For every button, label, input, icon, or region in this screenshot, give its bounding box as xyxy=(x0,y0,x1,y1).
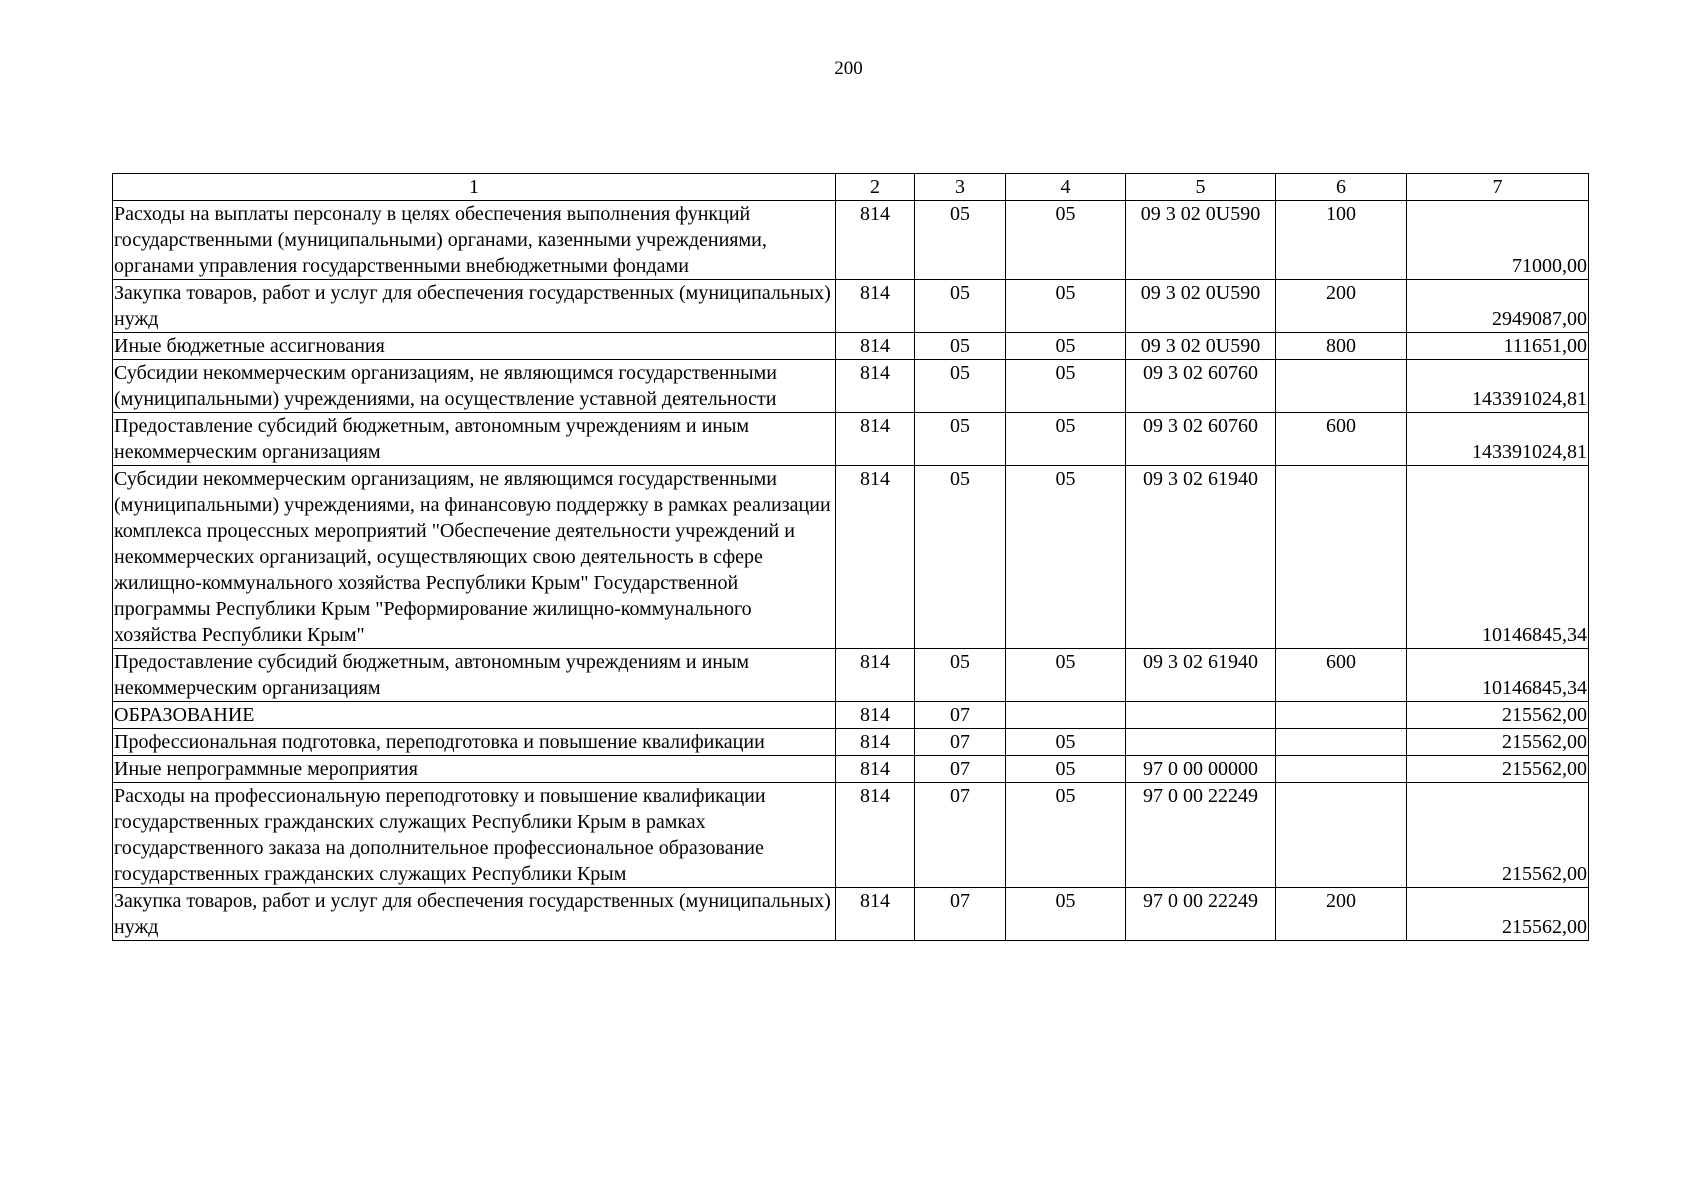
department-code-cell: 814 xyxy=(836,201,915,280)
subsection-code-cell: 05 xyxy=(1006,333,1126,360)
section-code-cell: 07 xyxy=(915,702,1006,729)
expense-type-cell xyxy=(1276,729,1407,756)
amount-cell: 143391024,81 xyxy=(1407,413,1589,466)
section-code-cell: 07 xyxy=(915,888,1006,941)
department-code-cell: 814 xyxy=(836,756,915,783)
subsection-code-cell: 05 xyxy=(1006,783,1126,888)
target-article-cell: 09 3 02 60760 xyxy=(1126,360,1276,413)
target-article-cell: 97 0 00 00000 xyxy=(1126,756,1276,783)
amount-cell: 215562,00 xyxy=(1407,783,1589,888)
section-code-cell: 05 xyxy=(915,413,1006,466)
expense-type-cell xyxy=(1276,466,1407,649)
page-number: 200 xyxy=(834,58,863,79)
amount-cell: 111651,00 xyxy=(1407,333,1589,360)
section-code-cell: 07 xyxy=(915,783,1006,888)
amount-cell: 10146845,34 xyxy=(1407,466,1589,649)
column-header: 4 xyxy=(1006,174,1126,201)
amount-cell: 215562,00 xyxy=(1407,888,1589,941)
table-row xyxy=(113,280,1589,333)
subsection-code-cell: 05 xyxy=(1006,413,1126,466)
target-article-cell: 09 3 02 0U590 xyxy=(1126,280,1276,333)
section-code-cell: 07 xyxy=(915,756,1006,783)
subsection-code-cell: 05 xyxy=(1006,360,1126,413)
subsection-code-cell: 05 xyxy=(1006,649,1126,702)
expense-name-cell: Субсидии некоммерческим организациям, не являющимся государственными (муниципальными) учреждениями, на осуществление уставной деятельности xyxy=(113,360,836,413)
expense-type-cell: 200 xyxy=(1276,888,1407,941)
table-row xyxy=(113,466,1589,649)
expense-name-cell: Расходы на профессиональную переподготовку и повышение квалификации государственных гражданских служащих Республики Крым в рамках государственного заказа на дополнительное профессиональное образование государственных гражданских служащих Республики Крым xyxy=(113,783,836,888)
table-row xyxy=(113,649,1589,702)
target-article-cell: 09 3 02 0U590 xyxy=(1126,201,1276,280)
target-article-cell: 09 3 02 61940 xyxy=(1126,466,1276,649)
target-article-cell: 97 0 00 22249 xyxy=(1126,783,1276,888)
department-code-cell: 814 xyxy=(836,280,915,333)
amount-cell: 143391024,81 xyxy=(1407,360,1589,413)
expense-name-cell: Закупка товаров, работ и услуг для обеспечения государственных (муниципальных) нужд xyxy=(113,888,836,941)
subsection-code-cell: 05 xyxy=(1006,888,1126,941)
target-article-cell: 09 3 02 60760 xyxy=(1126,413,1276,466)
expense-type-cell xyxy=(1276,756,1407,783)
subsection-code-cell: 05 xyxy=(1006,756,1126,783)
subsection-code-cell: 05 xyxy=(1006,466,1126,649)
amount-cell: 215562,00 xyxy=(1407,702,1589,729)
table-row xyxy=(113,333,1589,360)
expense-name-cell: ОБРАЗОВАНИЕ xyxy=(113,702,836,729)
amount-cell: 2949087,00 xyxy=(1407,280,1589,333)
section-code-cell: 05 xyxy=(915,649,1006,702)
target-article-cell: 09 3 02 61940 xyxy=(1126,649,1276,702)
expense-name-cell: Иные бюджетные ассигнования xyxy=(113,333,836,360)
expense-name-cell: Закупка товаров, работ и услуг для обеспечения государственных (муниципальных) нужд xyxy=(113,280,836,333)
table-row xyxy=(113,888,1589,941)
target-article-cell xyxy=(1126,702,1276,729)
subsection-code-cell: 05 xyxy=(1006,280,1126,333)
section-code-cell: 05 xyxy=(915,280,1006,333)
department-code-cell: 814 xyxy=(836,783,915,888)
table-row xyxy=(113,360,1589,413)
table-row xyxy=(113,201,1589,280)
amount-cell: 71000,00 xyxy=(1407,201,1589,280)
department-code-cell: 814 xyxy=(836,360,915,413)
amount-cell: 215562,00 xyxy=(1407,729,1589,756)
column-header: 3 xyxy=(915,174,1006,201)
subsection-code-cell: 05 xyxy=(1006,201,1126,280)
table-row xyxy=(113,413,1589,466)
expense-type-cell xyxy=(1276,702,1407,729)
subsection-code-cell xyxy=(1006,702,1126,729)
column-header: 1 xyxy=(113,174,836,201)
subsection-code-cell: 05 xyxy=(1006,729,1126,756)
expense-name-cell: Профессиональная подготовка, переподготовка и повышение квалификации xyxy=(113,729,836,756)
expense-type-cell: 600 xyxy=(1276,413,1407,466)
expense-type-cell xyxy=(1276,360,1407,413)
column-header: 5 xyxy=(1126,174,1276,201)
section-code-cell: 05 xyxy=(915,201,1006,280)
section-code-cell: 05 xyxy=(915,333,1006,360)
expense-type-cell xyxy=(1276,783,1407,888)
department-code-cell: 814 xyxy=(836,729,915,756)
department-code-cell: 814 xyxy=(836,466,915,649)
department-code-cell: 814 xyxy=(836,702,915,729)
expense-type-cell: 200 xyxy=(1276,280,1407,333)
department-code-cell: 814 xyxy=(836,888,915,941)
target-article-cell xyxy=(1126,729,1276,756)
column-header: 2 xyxy=(836,174,915,201)
expense-name-cell: Предоставление субсидий бюджетным, автономным учреждениям и иным некоммерческим организациям xyxy=(113,649,836,702)
expense-type-cell: 600 xyxy=(1276,649,1407,702)
budget-table xyxy=(112,173,1589,941)
department-code-cell: 814 xyxy=(836,413,915,466)
expense-name-cell: Расходы на выплаты персоналу в целях обеспечения выполнения функций государственными (муниципальными) органами, казенными учреждениями, органами управления государственными внебюджетными фондами xyxy=(113,201,836,280)
expense-type-cell: 800 xyxy=(1276,333,1407,360)
table-row xyxy=(113,783,1589,888)
column-header: 7 xyxy=(1407,174,1589,201)
department-code-cell: 814 xyxy=(836,333,915,360)
table-row xyxy=(113,756,1589,783)
expense-type-cell: 100 xyxy=(1276,201,1407,280)
amount-cell: 10146845,34 xyxy=(1407,649,1589,702)
section-code-cell: 05 xyxy=(915,466,1006,649)
target-article-cell: 09 3 02 0U590 xyxy=(1126,333,1276,360)
column-header: 6 xyxy=(1276,174,1407,201)
expense-name-cell: Предоставление субсидий бюджетным, автономным учреждениям и иным некоммерческим организациям xyxy=(113,413,836,466)
expense-name-cell: Субсидии некоммерческим организациям, не являющимся государственными (муниципальными) учреждениями, на финансовую поддержку в рамках реализации комплекса процессных мероприятий "Обеспечение деятельности учреждений и некоммерческих организаций, осуществляющих свою деятельность в сфере жилищно-коммунального хозяйства Республики Крым" Государственной программы Республики Крым "Реформирование жилищно-коммунального хозяйства Республики Крым" xyxy=(113,466,836,649)
department-code-cell: 814 xyxy=(836,649,915,702)
table-row xyxy=(113,702,1589,729)
section-code-cell: 07 xyxy=(915,729,1006,756)
table-row xyxy=(113,729,1589,756)
target-article-cell: 97 0 00 22249 xyxy=(1126,888,1276,941)
section-code-cell: 05 xyxy=(915,360,1006,413)
expense-name-cell: Иные непрограммные мероприятия xyxy=(113,756,836,783)
table-header-row xyxy=(113,174,1589,201)
amount-cell: 215562,00 xyxy=(1407,756,1589,783)
